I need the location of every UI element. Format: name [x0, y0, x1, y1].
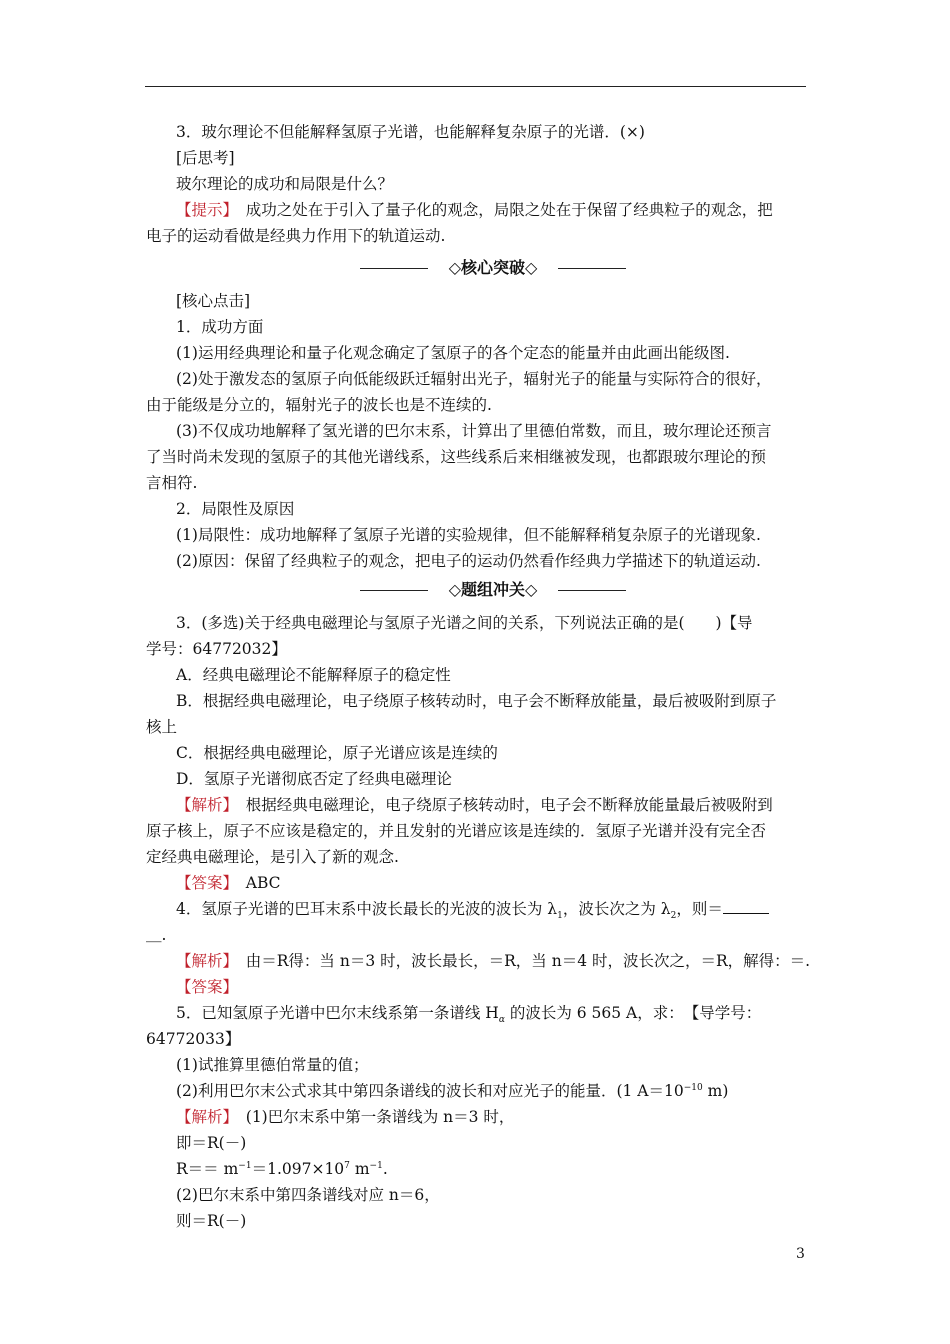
q5-part-1: (1)试推算里德伯常量的值； — [176, 1056, 369, 1074]
question-4-stem — [176, 898, 769, 920]
section-divider-core — [360, 257, 626, 279]
q4-analysis-text: 由＝R得：当 n＝3 时，波长最长，＝R，当 n＝4 时，波长次之，＝R，解得：＝. — [230, 952, 811, 970]
question-5-stem — [176, 1002, 761, 1024]
q5-text-1: 5．已知氢原子光谱中巴尔末线系第一条谱线 H — [176, 1004, 499, 1022]
paragraph-line: 言相符. — [146, 474, 198, 492]
question-text: 玻尔理论的成功和局限是什么？ — [176, 175, 394, 193]
q5-analysis-text: (1)巴尔末系中第一条谱线为 n＝3 时， — [230, 1108, 515, 1126]
section-divider-practice — [360, 579, 626, 601]
analysis-line — [176, 794, 773, 816]
formula-text-1: R＝＝ m — [176, 1160, 239, 1178]
q4-text-1: 4．氢原子光谱的巴耳末系中波长最长的光波的波长为 λ — [176, 900, 558, 918]
analysis-text: 根据经典电磁理论，电子绕原子核转动时，电子会不断释放能量最后被吸附到 — [230, 796, 773, 814]
page-number: 3 — [796, 1246, 805, 1262]
paragraph-line: 由于能级是分立的，辐射光子的波长也是不连续的. — [146, 396, 492, 414]
formula-rydberg — [176, 1158, 388, 1180]
analysis-tag: 【解析】 — [176, 952, 231, 970]
question-4-blank-end: ＿. — [146, 926, 167, 944]
option-c: C．根据经典电磁理论，原子光谱应该是连续的 — [176, 744, 498, 762]
formula-text-4: . — [382, 1160, 388, 1178]
q4-text-2: ，波长次之为 λ — [562, 900, 671, 918]
analysis-continuation: 原子核上，原子不应该是稳定的，并且发射的光谱应该是连续的．氢原子光谱并没有完全否 — [146, 822, 767, 840]
analysis-continuation: 定经典电磁理论，是引入了新的观念. — [146, 848, 399, 866]
q4-text-3: ，则＝ — [676, 900, 723, 918]
question-5-ref: 64772033】 — [146, 1030, 241, 1048]
point-heading-limitation: 2．局限性及原因 — [176, 500, 295, 518]
paragraph-line: 了当时尚未发现的氢原子的其他光谱线系，这些线系后来相继被发现，也都跟玻尔理论的预 — [146, 448, 767, 466]
q5-part-2 — [176, 1080, 728, 1102]
analysis-tag: 【解析】 — [176, 1108, 231, 1126]
answer-line — [176, 872, 281, 894]
option-a: A．经典电磁理论不能解释原子的稳定性 — [176, 666, 451, 684]
exponent: −1 — [369, 1160, 383, 1171]
paragraph-line: (1)运用经典理论和量子化观念确定了氢原子的各个定态的能量并由此画出能级图. — [176, 344, 730, 362]
option-b-continuation: 核上 — [146, 718, 178, 736]
question-3-stem: 3．(多选)关于经典电磁理论与氢原子光谱之间的关系，下列说法正确的是( )【导 — [176, 614, 753, 632]
lambda-subscript-1: 1 — [557, 911, 563, 922]
divider-right-line — [558, 268, 626, 269]
formula-text-2: ＝1.097×10 — [251, 1160, 345, 1178]
paragraph-line: (3)不仅成功地解释了氢光谱的巴尔末系，计算出了里德伯常数，而且，玻尔理论还预言 — [176, 422, 772, 440]
paragraph-line: (2)原因：保留了经典粒子的观念，把电子的运动仍然看作经典力学描述下的轨道运动. — [176, 552, 761, 570]
question-3-ref: 学号：64772032】 — [146, 640, 287, 658]
answer-tag: 【答案】 — [176, 978, 239, 996]
exponent: −10 — [683, 1082, 703, 1093]
answer-blank — [723, 899, 769, 914]
point-heading-success: 1．成功方面 — [176, 318, 264, 336]
q4-analysis-line — [176, 950, 810, 972]
formula-line: 即＝R(－) — [176, 1134, 247, 1152]
hint-tag: 【提示】 — [176, 201, 231, 219]
divider-left-line — [360, 268, 428, 269]
analysis-tag: 【解析】 — [176, 796, 231, 814]
statement-3: 3．玻尔理论不但能解释氢原子光谱，也能解释复杂原子的光谱．(×) — [176, 123, 645, 141]
exponent: −1 — [238, 1160, 252, 1171]
q5-analysis-line — [176, 1106, 514, 1128]
section-label-reflection: [后思考] — [176, 149, 235, 167]
q5-part-2-text: (2)利用巴尔末公式求其中第四条谱线的波长和对应光子的能量．(1 A＝10 — [176, 1082, 684, 1100]
formula-line: 则＝R(－) — [176, 1212, 247, 1230]
formula-text-3: m — [349, 1160, 370, 1178]
q5-part-2-analysis: (2)巴尔末系中第四条谱线对应 n＝6， — [176, 1186, 440, 1204]
q5-text-2: 的波长为 6 565 A，求： 【导学号： — [504, 1004, 762, 1022]
paragraph-line: (2)处于激发态的氢原子向低能级跃迁辐射出光子，辐射光子的能量与实际符合的很好， — [176, 370, 772, 388]
header-rule — [145, 86, 806, 87]
lambda-subscript-2: 2 — [670, 911, 677, 922]
q4-answer-line — [176, 976, 238, 998]
section-title-core: ◇核心突破◇ — [448, 258, 538, 277]
answer-text: ABC — [230, 874, 281, 892]
answer-tag: 【答案】 — [176, 874, 231, 892]
hint-line — [176, 199, 773, 221]
paragraph-line: (1)局限性：成功地解释了氢原子光谱的实验规律，但不能解释稍复杂原子的光谱现象. — [176, 526, 761, 544]
hint-text: 成功之处在于引入了量子化的观念，局限之处在于保留了经典粒子的观念，把 — [230, 201, 773, 219]
option-b: B．根据经典电磁理论，电子绕原子核转动时，电子会不断释放能量，最后被吸附到原子 — [176, 692, 777, 710]
q5-part-2-unit: m) — [702, 1082, 729, 1100]
hint-continuation: 电子的运动看做是经典力作用下的轨道运动. — [146, 227, 446, 245]
divider-left-line — [360, 590, 428, 591]
section-label-core-points: [核心点击] — [176, 292, 251, 310]
divider-right-line — [558, 590, 626, 591]
exponent: 7 — [344, 1160, 350, 1171]
option-d: D．氢原子光谱彻底否定了经典电磁理论 — [176, 770, 452, 788]
h-alpha-subscript: α — [498, 1015, 505, 1026]
section-title-practice: ◇题组冲关◇ — [448, 580, 538, 599]
